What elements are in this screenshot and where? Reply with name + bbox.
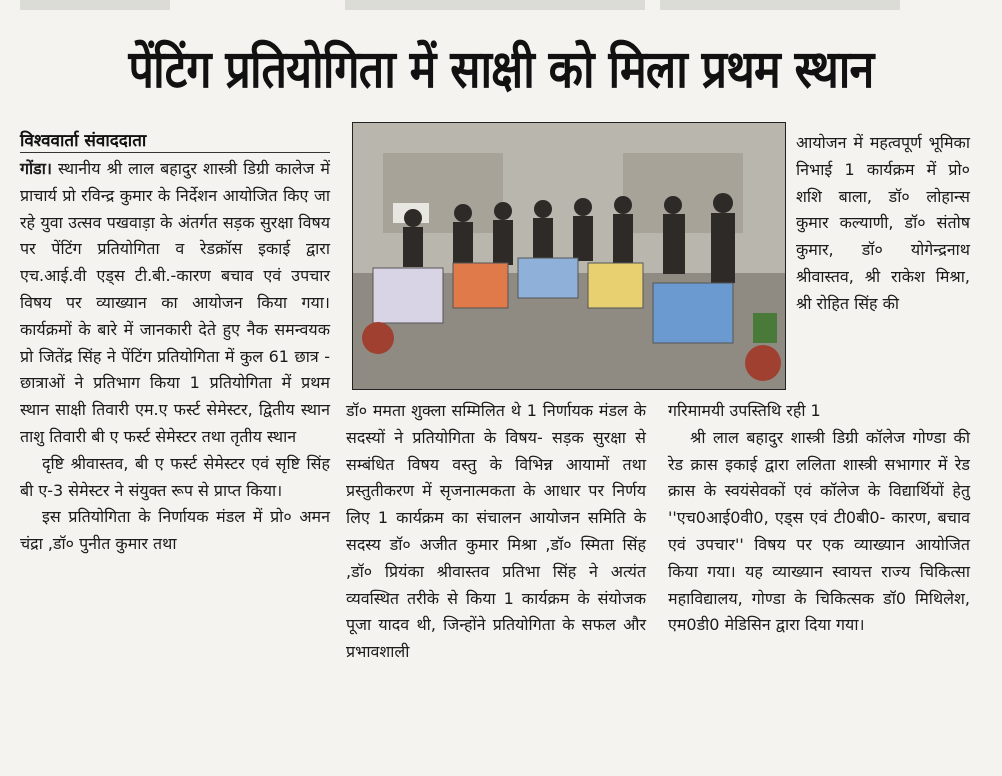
byline-rule bbox=[20, 152, 330, 153]
paragraph: डॉ० ममता शुक्ला सम्मिलित थे 1 निर्णायक मंडल के सदस्यों ने प्रतियोगिता के विषय- सड़क सुरक्षा से सम्बंधित विषय वस्तु के विभिन्न आयामों तथा प्रस्तुतीकरण में सृजनात्मकता के आधार पर निर्णय लिए 1 कार्यक्रम का संचालन आयोजन समिति के सदस्य डॉ० अजीत कुमार मिश्रा ,डॉ० स्मिता सिंह ,डॉ० प्रियंका श्रीवास्तव प्रतिभा सिंह ने अत्यंत व्यवस्थित तरीके से किया 1 कार्यक्रम के संयोजक पूजा यादव थी, जिन्होंने प्रतियोगिता के सफल और प्रभावशाली bbox=[346, 401, 646, 662]
previous-article-cutoff bbox=[660, 0, 900, 10]
paragraph: आयोजन में महत्वपूर्ण भूमिका निभाई 1 कार्यक्रम में प्रो० शशि बाला, डॉ० लोहान्स कुमार कल्याणी, डॉ० संतोष कुमार, डॉ० योगेन्द्रनाथ श्रीवास्तव, श्री राकेश मिश्रा, श्री रोहित सिंह की bbox=[796, 133, 970, 313]
byline: विश्ववार्ता संवाददाता bbox=[20, 131, 147, 151]
column-3-upper bbox=[796, 130, 970, 318]
column-1 bbox=[20, 156, 330, 558]
dateline: गोंडा। bbox=[20, 159, 52, 178]
column-3 bbox=[668, 398, 970, 639]
article-photo bbox=[352, 122, 786, 390]
paragraph: गरिमामयी उपस्तिथि रही 1 bbox=[668, 401, 821, 420]
previous-article-cutoff bbox=[345, 0, 645, 10]
headline: पेंटिंग प्रतियोगिता में साक्षी को मिला प्रथम स्थान bbox=[128, 40, 874, 100]
paragraph-text: स्थानीय श्री लाल बहादुर शास्त्री डिग्री कालेज में प्राचार्य प्रो रविन्द्र कुमार के निर्देशन आयोजित किए जा रहे युवा उत्सव पखवाड़ा के अंतर्गत सड़क सुरक्षा विषय पर पेंटिंग प्रतियोगिता व रेडक्रॉस इकाई द्वारा एच.आई.वी एड्स टी.बी.-कारण बचाव एवं उपचार विषय पर व्याख्यान का आयोजन किया गया। कार्यक्रमों के बारे में जानकारी देते हुए नैक समन्वयक प्रो जितेंद्र सिंह ने पेंटिंग प्रतियोगिता में कुल 61 छात्र - छात्राओं ने प्रतिभाग किया 1 प्रतियोगिता में प्रथम स्थान साक्षी तिवारी एम.ए फर्स्ट सेमेस्टर, द्वितीय स्थान ताशु तिवारी बी ए फर्स्ट सेमेस्टर तथा तृतीय स्थान bbox=[20, 159, 330, 446]
paragraph: दृष्टि श्रीवास्तव, बी ए फर्स्ट सेमेस्टर एवं सृष्टि सिंह बी ए-3 सेमेस्टर ने संयुक्त रूप से प्राप्त किया। bbox=[20, 453, 330, 500]
paragraph: इस प्रतियोगिता के निर्णायक मंडल में प्रो० अमन चंद्रा ,डॉ० पुनीत कुमार तथा bbox=[20, 507, 330, 554]
previous-article-cutoff bbox=[20, 0, 170, 10]
group-photo-icon bbox=[353, 123, 785, 389]
column-2 bbox=[346, 398, 646, 666]
paragraph: श्री लाल बहादुर शास्त्री डिग्री कॉलेज गोण्डा की रेड क्रास इकाई द्वारा ललिता शास्त्री सभागार में रेड क्रास के स्वयंसेवकों एवं कॉलेज के विद्यार्थियों हेतु ''एच0आई0वी0, एड्स एवं टी0बी0- कारण, बचाव एवं उपचार'' विषय पर एक व्याख्यान आयोजित किया गया। यह व्याख्यान स्वायत्त राज्य चिकित्सा महाविद्यालय, गोण्डा के चिकित्सक डॉ0 मिथिलेश, एम0डी0 मेडिसिन द्वारा दिया गया। bbox=[668, 427, 970, 635]
paragraph bbox=[20, 156, 330, 451]
